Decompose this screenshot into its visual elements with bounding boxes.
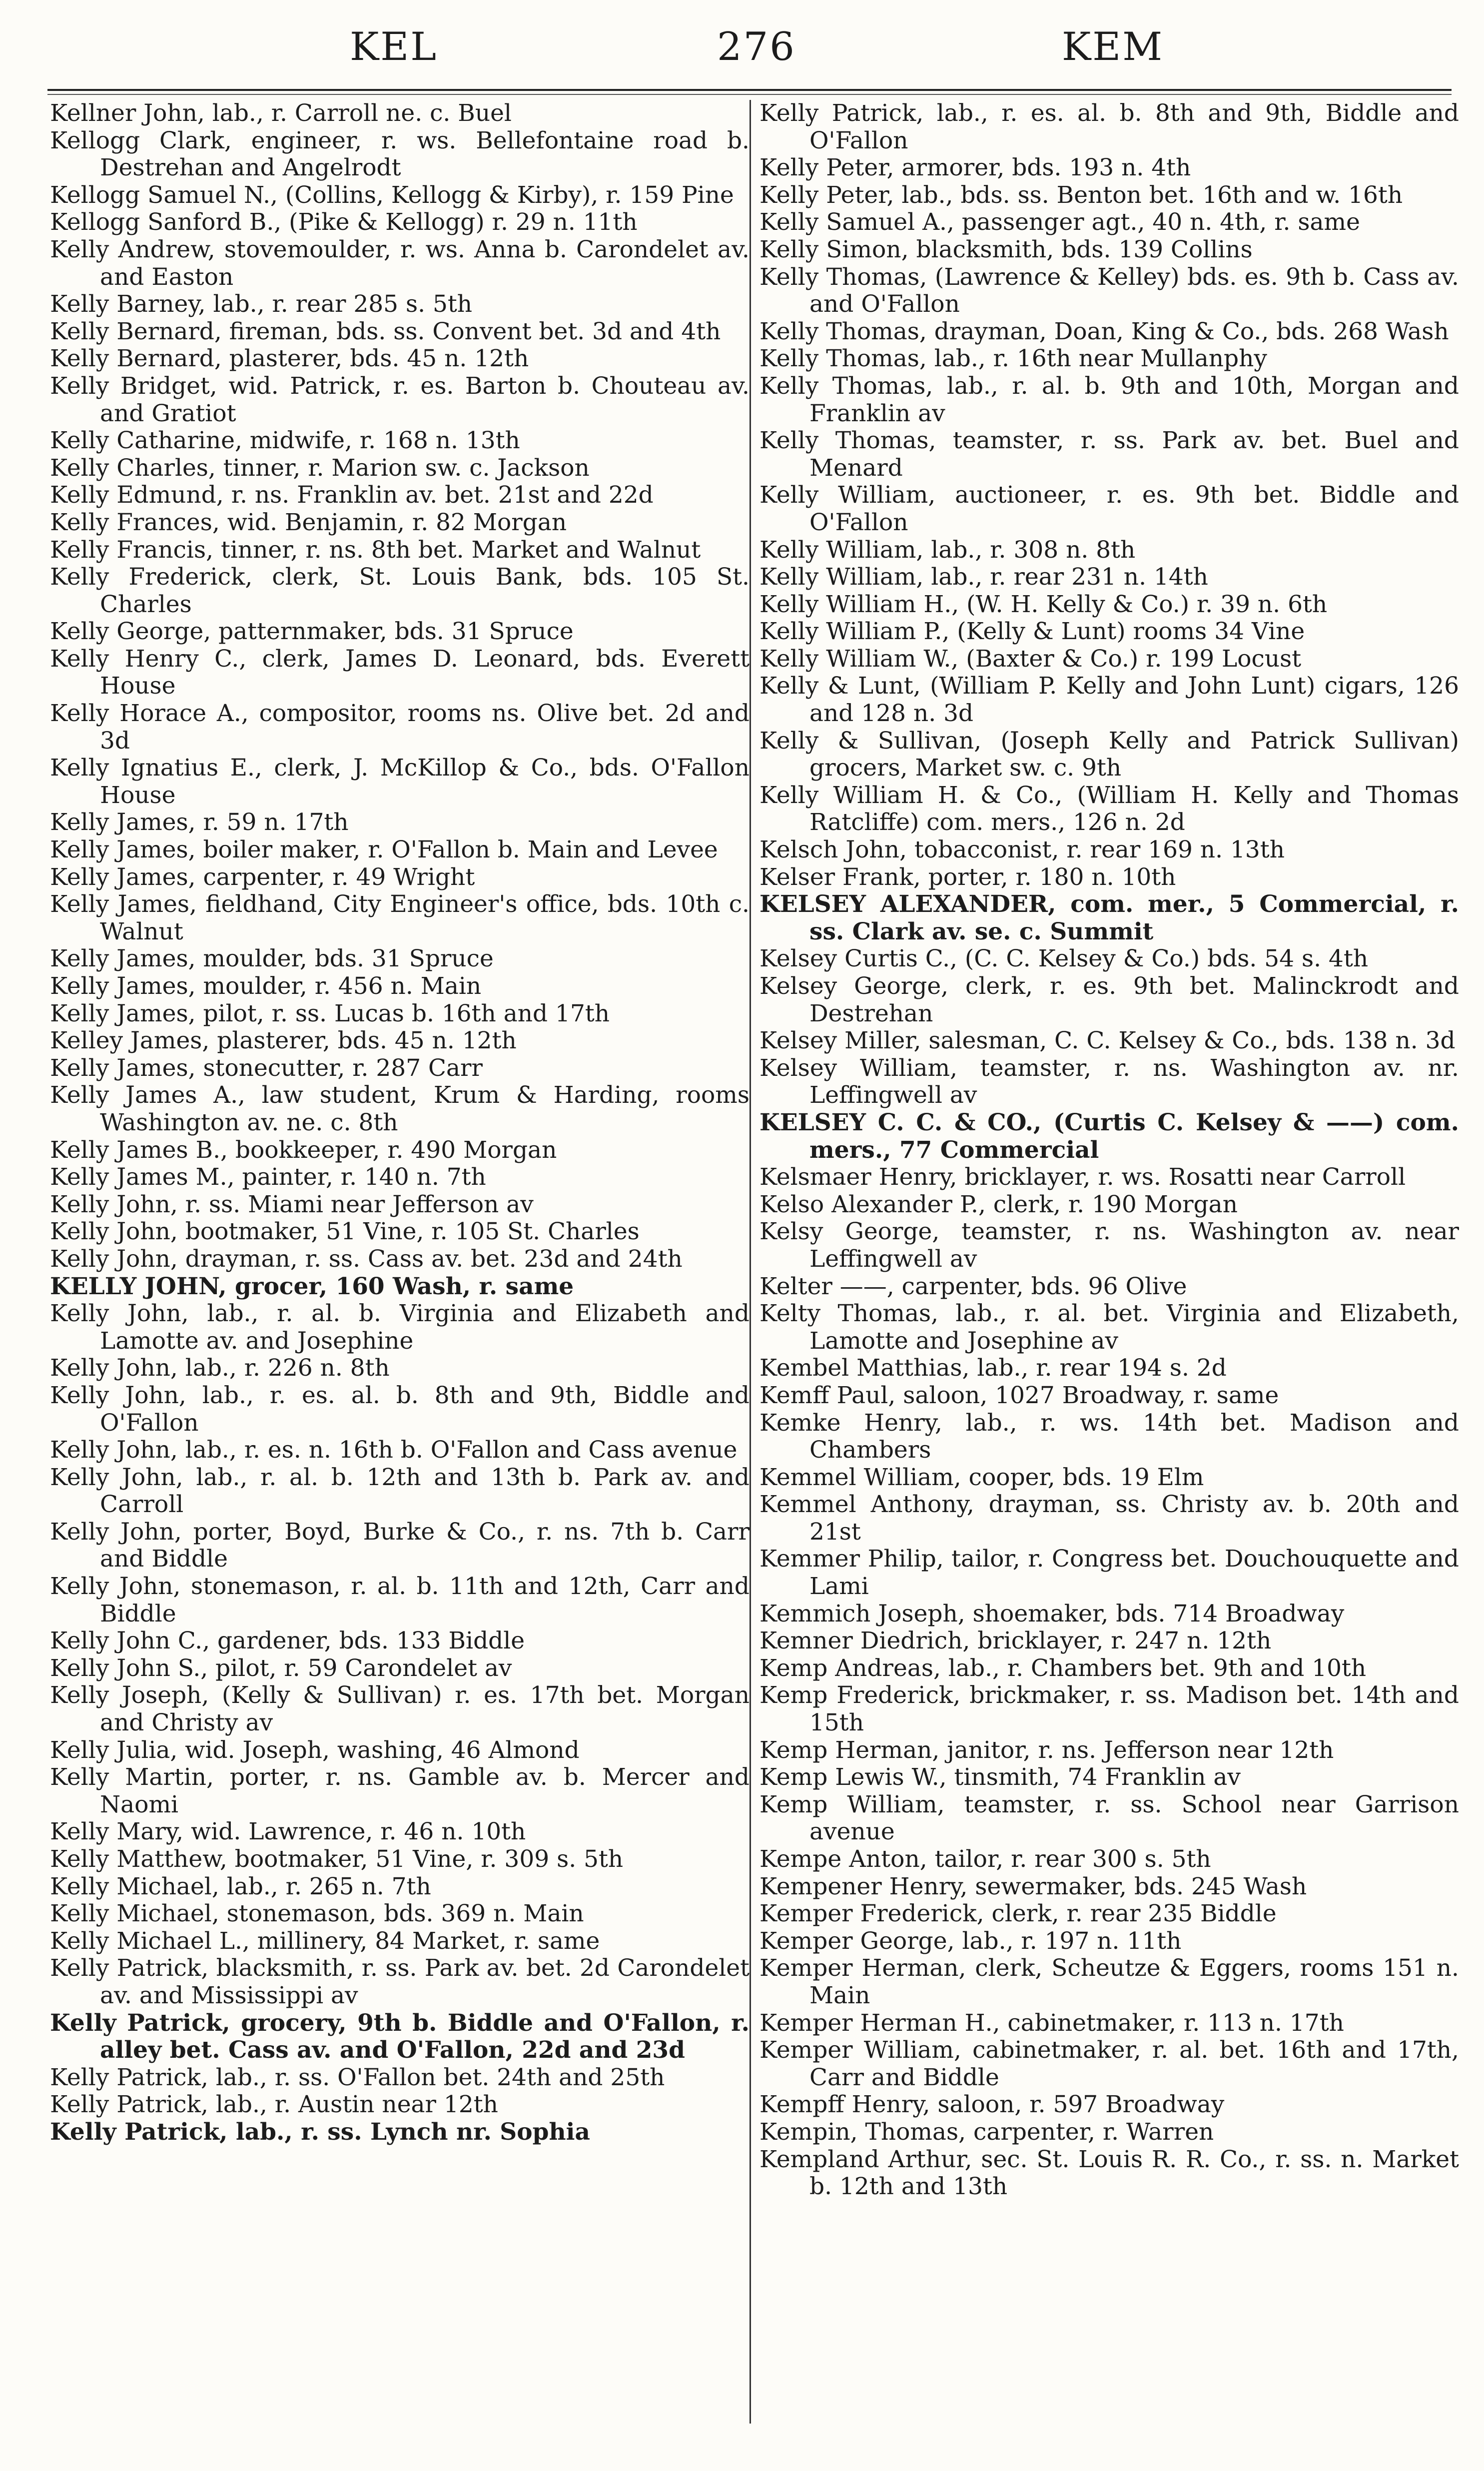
header-rule bbox=[47, 89, 1452, 91]
directory-entry: Kellogg Sanford B., (Pike & Kellogg) r. 29 n. 11th bbox=[50, 208, 638, 236]
directory-entry: Kelsmaer Henry, bricklayer, r. ws. Rosatti near Carroll bbox=[759, 1163, 1406, 1191]
directory-entry: Kelly Ignatius E., clerk, J. McKillop & Co., bds. O'Fallon House bbox=[50, 754, 749, 809]
directory-entry: Kemff Paul, saloon, 1027 Broadway, r. same bbox=[759, 1381, 1279, 1409]
directory-entry: Kelly Matthew, bootmaker, 51 Vine, r. 309 s. 5th bbox=[50, 1845, 624, 1873]
directory-entry: Kelly Thomas, drayman, Doan, King & Co., bds. 268 Wash bbox=[759, 317, 1449, 345]
directory-entry: Kelly Michael, lab., r. 265 n. 7th bbox=[50, 1872, 431, 1900]
directory-entry: Kelsey William, teamster, r. ns. Washington av. nr. Leffingwell av bbox=[759, 1054, 1459, 1109]
directory-entry: Kelly Barney, lab., r. rear 285 s. 5th bbox=[50, 290, 473, 318]
directory-entry: Kelly Thomas, lab., r. al. b. 9th and 10th, Morgan and Franklin av bbox=[759, 372, 1459, 427]
directory-entry: Kelly Samuel A., passenger agt., 40 n. 4th, r. same bbox=[759, 208, 1360, 236]
directory-entry: Kemper Frederick, clerk, r. rear 235 Biddle bbox=[759, 1900, 1277, 1928]
directory-entry: Kemmel Anthony, drayman, ss. Christy av. b. 20th and 21st bbox=[759, 1491, 1459, 1546]
directory-entry: Kelly James, carpenter, r. 49 Wright bbox=[50, 863, 475, 891]
directory-entry: Kelly James M., painter, r. 140 n. 7th bbox=[50, 1163, 486, 1191]
directory-entry: Kelly Patrick, grocery, 9th b. Biddle and O'Fallon, r. alley bet. Cass av. and O'Fallon, 22d and 23d bbox=[50, 2009, 749, 2064]
directory-entry: Kemp Andreas, lab., r. Chambers bet. 9th and 10th bbox=[759, 1654, 1367, 1682]
directory-entry: Kelly Bernard, fireman, bds. ss. Convent bet. 3d and 4th bbox=[50, 317, 721, 345]
directory-entry: Kelsey Miller, salesman, C. C. Kelsey & Co., bds. 138 n. 3d bbox=[759, 1027, 1456, 1055]
directory-entry: Kemp Lewis W., tinsmith, 74 Franklin av bbox=[759, 1763, 1241, 1791]
directory-entry: Kelley James, plasterer, bds. 45 n. 12th bbox=[50, 1027, 517, 1055]
directory-entry: Kelly Patrick, blacksmith, r. ss. Park av. bet. 2d Carondelet av. and Mississippi av bbox=[50, 1954, 749, 2009]
directory-entry: Kelly Michael L., millinery, 84 Market, r. same bbox=[50, 1927, 600, 1955]
directory-entry: Kelly John, drayman, r. ss. Cass av. bet. 23d and 24th bbox=[50, 1245, 683, 1273]
directory-entry: Kelser Frank, porter, r. 180 n. 10th bbox=[759, 863, 1176, 891]
directory-entry: KELLY JOHN, grocer, 160 Wash, r. same bbox=[50, 1272, 574, 1300]
directory-entry: Kemmich Joseph, shoemaker, bds. 714 Broadway bbox=[759, 1600, 1345, 1628]
directory-entry: Kelly John, stonemason, r. al. b. 11th and 12th, Carr and Biddle bbox=[50, 1573, 749, 1628]
directory-entry: Kelly John C., gardener, bds. 133 Biddle bbox=[50, 1627, 525, 1655]
directory-entry: Kelly Julia, wid. Joseph, washing, 46 Almond bbox=[50, 1736, 580, 1764]
directory-entry: Kelly Frances, wid. Benjamin, r. 82 Morgan bbox=[50, 508, 567, 536]
directory-entry: Kelly James, stonecutter, r. 287 Carr bbox=[50, 1054, 483, 1082]
directory-entry: Kelly Thomas, (Lawrence & Kelley) bds. es. 9th b. Cass av. and O'Fallon bbox=[759, 263, 1459, 318]
directory-entry: Kelly James A., law student, Krum & Harding, rooms Washington av. ne. c. 8th bbox=[50, 1081, 749, 1136]
directory-entry: Kelly Bridget, wid. Patrick, r. es. Barton b. Chouteau av. and Gratiot bbox=[50, 372, 749, 427]
directory-entry: Kellogg Clark, engineer, r. ws. Bellefontaine road b. Destrehan and Angelrodt bbox=[50, 126, 749, 182]
directory-entry: Kempener Henry, sewermaker, bds. 245 Wash bbox=[759, 1872, 1307, 1900]
directory-entry: Kelly Henry C., clerk, James D. Leonard, bds. Everett House bbox=[50, 645, 749, 700]
directory-entry: Kelly & Sullivan, (Joseph Kelly and Patrick Sullivan) grocers, Market sw. c. 9th bbox=[759, 727, 1459, 782]
directory-entry: Kemp Frederick, brickmaker, r. ss. Madison bet. 14th and 15th bbox=[759, 1681, 1459, 1737]
directory-entry: Kelly Peter, armorer, bds. 193 n. 4th bbox=[759, 154, 1191, 182]
directory-entry: Kelso Alexander P., clerk, r. 190 Morgan bbox=[759, 1190, 1238, 1218]
left-column bbox=[50, 100, 749, 2146]
directory-entry: Kelly Patrick, lab., r. ss. Lynch nr. Sophia bbox=[50, 2118, 590, 2146]
directory-entry: Kelly John, lab., r. es. al. b. 8th and 9th, Biddle and O'Fallon bbox=[50, 1381, 749, 1437]
directory-entry: Kelly William W., (Baxter & Co.) r. 199 Locust bbox=[759, 645, 1302, 673]
directory-entry: Kellogg Samuel N., (Collins, Kellogg & Kirby), r. 159 Pine bbox=[50, 181, 734, 209]
directory-entry: Kelly Simon, blacksmith, bds. 139 Collins bbox=[759, 235, 1253, 263]
directory-entry: Kelly James, fieldhand, City Engineer's office, bds. 10th c. Walnut bbox=[50, 890, 749, 945]
directory-entry: Kelly Peter, lab., bds. ss. Benton bet. 16th and w. 16th bbox=[759, 181, 1403, 209]
directory-entry: Kelter ——, carpenter, bds. 96 Olive bbox=[759, 1272, 1187, 1300]
directory-entry: Kembel Matthias, lab., r. rear 194 s. 2d bbox=[759, 1354, 1227, 1382]
directory-entry: Kelly James, pilot, r. ss. Lucas b. 16th and 17th bbox=[50, 999, 610, 1027]
directory-entry: Kempin, Thomas, carpenter, r. Warren bbox=[759, 2118, 1214, 2146]
directory-entry: Kelly Charles, tinner, r. Marion sw. c. Jackson bbox=[50, 454, 590, 482]
directory-entry: Kemmer Philip, tailor, r. Congress bet. Douchouquette and Lami bbox=[759, 1545, 1459, 1601]
directory-entry: Kelly John, lab., r. al. b. Virginia and Elizabeth and Lamotte av. and Josephine bbox=[50, 1300, 749, 1355]
directory-entry: Kelly Thomas, lab., r. 16th near Mullanphy bbox=[759, 345, 1267, 373]
directory-entry: Kelly William P., (Kelly & Lunt) rooms 34 Vine bbox=[759, 618, 1305, 646]
directory-entry: Kelly & Lunt, (William P. Kelly and John Lunt) cigars, 126 and 128 n. 3d bbox=[759, 672, 1459, 728]
directory-entry: Kelly Joseph, (Kelly & Sullivan) r. es. 17th bet. Morgan and Christy av bbox=[50, 1681, 749, 1737]
directory-entry: Kelly William, lab., r. rear 231 n. 14th bbox=[759, 563, 1208, 591]
directory-entry: Kelly James, r. 59 n. 17th bbox=[50, 809, 349, 836]
directory-entry: Kelly Michael, stonemason, bds. 369 n. Main bbox=[50, 1900, 584, 1928]
directory-entry: Kelly George, patternmaker, bds. 31 Spruce bbox=[50, 618, 574, 646]
directory-entry: Kellner John, lab., r. Carroll ne. c. Buel bbox=[50, 99, 512, 127]
directory-entry: Kelly William, lab., r. 308 n. 8th bbox=[759, 536, 1136, 564]
directory-entry: Kelly Martin, porter, r. ns. Gamble av. b. Mercer and Naomi bbox=[50, 1763, 749, 1818]
directory-entry: Kelly John, lab., r. 226 n. 8th bbox=[50, 1354, 390, 1382]
directory-entry: Kelly John S., pilot, r. 59 Carondelet av bbox=[50, 1654, 512, 1682]
directory-entry: Kemp William, teamster, r. ss. School near Garrison avenue bbox=[759, 1790, 1459, 1846]
directory-entry: KELSEY ALEXANDER, com. mer., 5 Commercial, r. ss. Clark av. se. c. Summit bbox=[759, 890, 1459, 945]
directory-entry: Kemper George, lab., r. 197 n. 11th bbox=[759, 1927, 1182, 1955]
directory-entry: Kelsey Curtis C., (C. C. Kelsey & Co.) bds. 54 s. 4th bbox=[759, 945, 1369, 973]
directory-entry: Kelly John, r. ss. Miami near Jefferson av bbox=[50, 1190, 534, 1218]
directory-entry: Kelly James, moulder, bds. 31 Spruce bbox=[50, 945, 494, 973]
directory-entry: Kemner Diedrich, bricklayer, r. 247 n. 12th bbox=[759, 1627, 1272, 1655]
page-header bbox=[0, 0, 1484, 85]
header-rule-thin bbox=[47, 94, 1452, 95]
directory-entry: Kelly John, lab., r. es. n. 16th b. O'Fallon and Cass avenue bbox=[50, 1436, 738, 1464]
directory-entry: Kelly Patrick, lab., r. Austin near 12th bbox=[50, 2091, 498, 2119]
directory-entry: Kemper Herman H., cabinetmaker, r. 113 n. 17th bbox=[759, 2009, 1344, 2037]
directory-entry: Kelly William H. & Co., (William H. Kelly and Thomas Ratcliffe) com. mers., 126 n. 2d bbox=[759, 781, 1459, 836]
directory-entry: Kelly Horace A., compositor, rooms ns. Olive bet. 2d and 3d bbox=[50, 700, 749, 755]
directory-entry: Kempland Arthur, sec. St. Louis R. R. Co., r. ss. n. Market b. 12th and 13th bbox=[759, 2145, 1459, 2201]
header-left-guide-word: KEL bbox=[350, 24, 438, 69]
directory-entry: Kemmel William, cooper, bds. 19 Elm bbox=[759, 1463, 1204, 1491]
directory-entry: Kelly James, moulder, r. 456 n. Main bbox=[50, 972, 482, 1000]
header-right-guide-word: KEM bbox=[1062, 24, 1164, 69]
directory-entry: Kelly John, lab., r. al. b. 12th and 13th b. Park av. and Carroll bbox=[50, 1463, 749, 1519]
directory-entry: Kempff Henry, saloon, r. 597 Broadway bbox=[759, 2091, 1225, 2119]
directory-entry: Kelly James, boiler maker, r. O'Fallon b. Main and Levee bbox=[50, 836, 718, 864]
directory-entry: Kelsch John, tobacconist, r. rear 169 n. 13th bbox=[759, 836, 1285, 864]
directory-entry: Kelly Edmund, r. ns. Franklin av. bet. 21st and 22d bbox=[50, 481, 654, 509]
page-number: 276 bbox=[717, 24, 796, 69]
directory-entry: Kemper Herman, clerk, Scheutze & Eggers, rooms 151 n. Main bbox=[759, 1954, 1459, 2009]
directory-entry: Kelly John, bootmaker, 51 Vine, r. 105 St. Charles bbox=[50, 1218, 640, 1246]
directory-entry: KELSEY C. C. & CO., (Curtis C. Kelsey & ——) com. mers., 77 Commercial bbox=[759, 1108, 1459, 1164]
directory-entry: Kelly Andrew, stovemoulder, r. ws. Anna b. Carondelet av. and Easton bbox=[50, 235, 749, 291]
directory-entry: Kelly William H., (W. H. Kelly & Co.) r. 39 n. 6th bbox=[759, 590, 1328, 618]
directory-entry: Kelly John, porter, Boyd, Burke & Co., r. ns. 7th b. Carr and Biddle bbox=[50, 1518, 749, 1573]
directory-entry: Kemke Henry, lab., r. ws. 14th bet. Madison and Chambers bbox=[759, 1409, 1459, 1464]
directory-entry: Kelly James B., bookkeeper, r. 490 Morgan bbox=[50, 1136, 557, 1164]
directory-entry: Kelly Francis, tinner, r. ns. 8th bet. Market and Walnut bbox=[50, 536, 701, 564]
directory-entry: Kelly Mary, wid. Lawrence, r. 46 n. 10th bbox=[50, 1818, 526, 1846]
directory-entry: Kelly Patrick, lab., r. ss. O'Fallon bet. 24th and 25th bbox=[50, 2063, 665, 2091]
directory-entry: Kelly Patrick, lab., r. es. al. b. 8th and 9th, Biddle and O'Fallon bbox=[759, 99, 1459, 154]
right-column bbox=[759, 100, 1459, 2201]
directory-entry: Kelly Bernard, plasterer, bds. 45 n. 12th bbox=[50, 345, 529, 373]
directory-entry: Kempe Anton, tailor, r. rear 300 s. 5th bbox=[759, 1845, 1211, 1873]
directory-entry: Kelsy George, teamster, r. ns. Washington av. near Leffingwell av bbox=[759, 1218, 1459, 1273]
directory-entry: Kelty Thomas, lab., r. al. bet. Virginia and Elizabeth, Lamotte and Josephine av bbox=[759, 1300, 1459, 1355]
directory-entry: Kemp Herman, janitor, r. ns. Jefferson near 12th bbox=[759, 1736, 1334, 1764]
directory-entry: Kelly Catharine, midwife, r. 168 n. 13th bbox=[50, 427, 520, 455]
directory-entry: Kemper William, cabinetmaker, r. al. bet. 16th and 17th, Carr and Biddle bbox=[759, 2036, 1459, 2091]
column-divider bbox=[749, 100, 751, 2424]
directory-entry: Kelly Frederick, clerk, St. Louis Bank, bds. 105 St. Charles bbox=[50, 563, 749, 618]
directory-entry: Kelly William, auctioneer, r. es. 9th bet. Biddle and O'Fallon bbox=[759, 481, 1459, 536]
directory-entry: Kelsey George, clerk, r. es. 9th bet. Malinckrodt and Destrehan bbox=[759, 972, 1459, 1027]
directory-entry: Kelly Thomas, teamster, r. ss. Park av. bet. Buel and Menard bbox=[759, 427, 1459, 482]
